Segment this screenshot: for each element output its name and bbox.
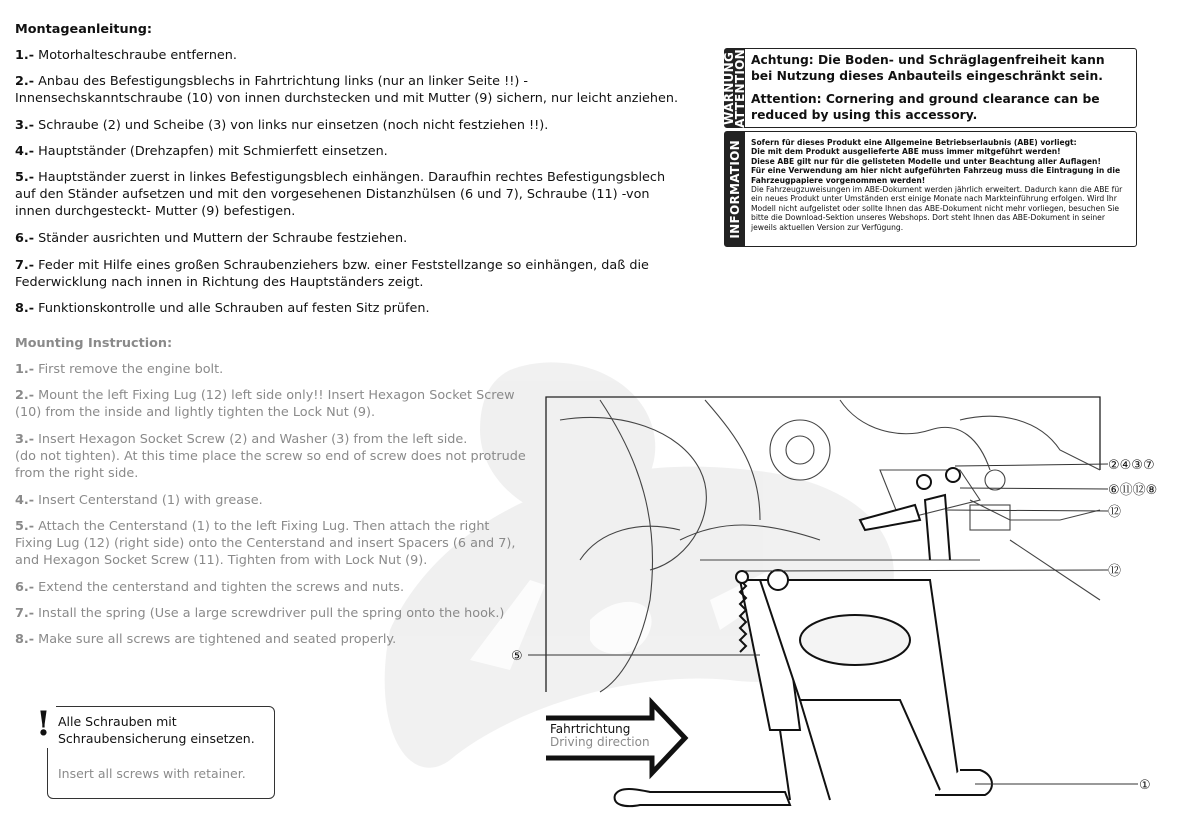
german-heading: Montageanleitung: (15, 22, 153, 37)
direction-label-de: Fahrtrichtung (550, 722, 631, 736)
german-step: 4.- Hauptständer (Drehzapfen) mit Schmierfett einsetzen. (15, 144, 388, 159)
information-sidebar: INFORMATION (725, 132, 745, 246)
german-step: 2.- Anbau des Befestigungsblechs in Fahrtrichtung links (nur an linker Seite !!) - Innensechskanntschraube (10) von innen durchstecken und mit Mutter (9) sichern, nur leicht anziehen. (15, 74, 679, 106)
german-step: 5.- Hauptständer zuerst in linkes Befestigungsblech einhängen. Daraufhin rechtes Befestigungsblech auf den Ständer aufsetzen und mit den vorgesehenen Distanzhülsen (6 und 7), Schraube (11) -von innen durchgesteckt- Mutter (9) befestigen. (15, 170, 666, 219)
callout-parts-2-4-3-7: ②④③⑦ (1108, 458, 1155, 473)
callout-part-12-lower: ⑫ (1108, 564, 1122, 579)
callout-part-12-upper: ⑫ (1108, 505, 1122, 520)
english-step: 7.- Install the spring (Use a large screwdriver pull the spring onto the hook.) (15, 606, 505, 621)
note-text-en: Insert all screws with retainer. (58, 766, 246, 781)
warning-sidebar: WARNUNG ATTENTION (722, 48, 747, 128)
warning-text-de: Achtung: Die Boden- und Schräglagenfreiheit kann bei Nutzung dieses Anbauteils eingeschränkt sein. (751, 53, 1105, 83)
english-step: 1.- First remove the engine bolt. (15, 362, 224, 377)
german-step: 1.- Motorhalteschraube entfernen. (15, 48, 237, 63)
information-bold-text: Sofern für dieses Produkt eine Allgemeine Betriebserlaubnis (ABE) vorliegt: Die mit dem Produkt ausgelieferte ABE muss immer mitgeführt werden! Diese ABE gilt nur für die gelisteten Modelle und unter Beachtung aller Auflagen! Für eine Verwendung am hier nicht aufgeführten Fahrzeug muss die Eintragung in die Fahrzeugpapiere vorgenommen werden! (751, 138, 1121, 185)
english-heading: Mounting Instruction: (15, 336, 173, 351)
exclamation-icon: ! (24, 702, 56, 748)
callout-part-1: ① (1139, 778, 1151, 793)
english-step: 2.- Mount the left Fixing Lug (12) left side only!! Insert Hexagon Socket Screw (10) from the inside and lightly tighten the Lock Nut (9). (15, 388, 515, 420)
german-step: 6.- Ständer ausrichten und Muttern der Schraube festziehen. (15, 231, 408, 246)
german-step: 8.- Funktionskontrolle und alle Schrauben auf festen Sitz prüfen. (15, 301, 430, 316)
note-text-de: Alle Schrauben mit Schraubensicherung einsetzen. (58, 714, 255, 746)
callout-part-5: ⑤ (511, 649, 523, 664)
callout-parts-6-11-12-8: ⑥⑪⑫⑧ (1108, 483, 1158, 498)
warning-text-en: Attention: Cornering and ground clearance can be reduced by using this accessory. (751, 92, 1100, 122)
information-normal-text: Die Fahrzeugzuweisungen im ABE-Dokument werden jährlich erweitert. Dadurch kann die ABE für ein neues Produkt unter Umständen erst einige Monate nach Markteinführung erfolgen. Wird Ihr Modell nicht aufgelistet oder sollte Ihnen das ABE-Dokument nicht mehr vorliegen, besuchen Sie bitte die Download-Sektion unseres Webshops. Dort steht Ihnen das ABE-Dokument in seiner jeweils aktuellen Version zur Verfügung. (751, 185, 1123, 232)
english-step: 6.- Extend the centerstand and tighten the screws and nuts. (15, 580, 405, 595)
english-step: 3.- Insert Hexagon Socket Screw (2) and Washer (3) from the left side. (do not tighten). At this time place the screw so end of screw does not protrude from the right side. (15, 432, 526, 481)
german-step: 7.- Feder mit Hilfe eines großen Schraubenziehers bzw. einer Feststellzange so einhängen, daß die Federwicklung nach innen in Richtung des Hauptständers zeigt. (15, 258, 649, 290)
english-step: 8.- Make sure all screws are tightened and seated properly. (15, 632, 397, 647)
german-step: 3.- Schraube (2) und Scheibe (3) von links nur einsetzen (noch nicht festziehen !!). (15, 118, 549, 133)
english-step: 5.- Attach the Centerstand (1) to the left Fixing Lug. Then attach the right Fixing Lug (12) (right side) onto the Centerstand and insert Spacers (6 and 7), and Hexagon Socket Screw (11). Tighten from with Lock Nut (9). (15, 519, 516, 568)
english-step: 4.- Insert Centerstand (1) with grease. (15, 493, 263, 508)
direction-label-en: Driving direction (550, 735, 650, 749)
